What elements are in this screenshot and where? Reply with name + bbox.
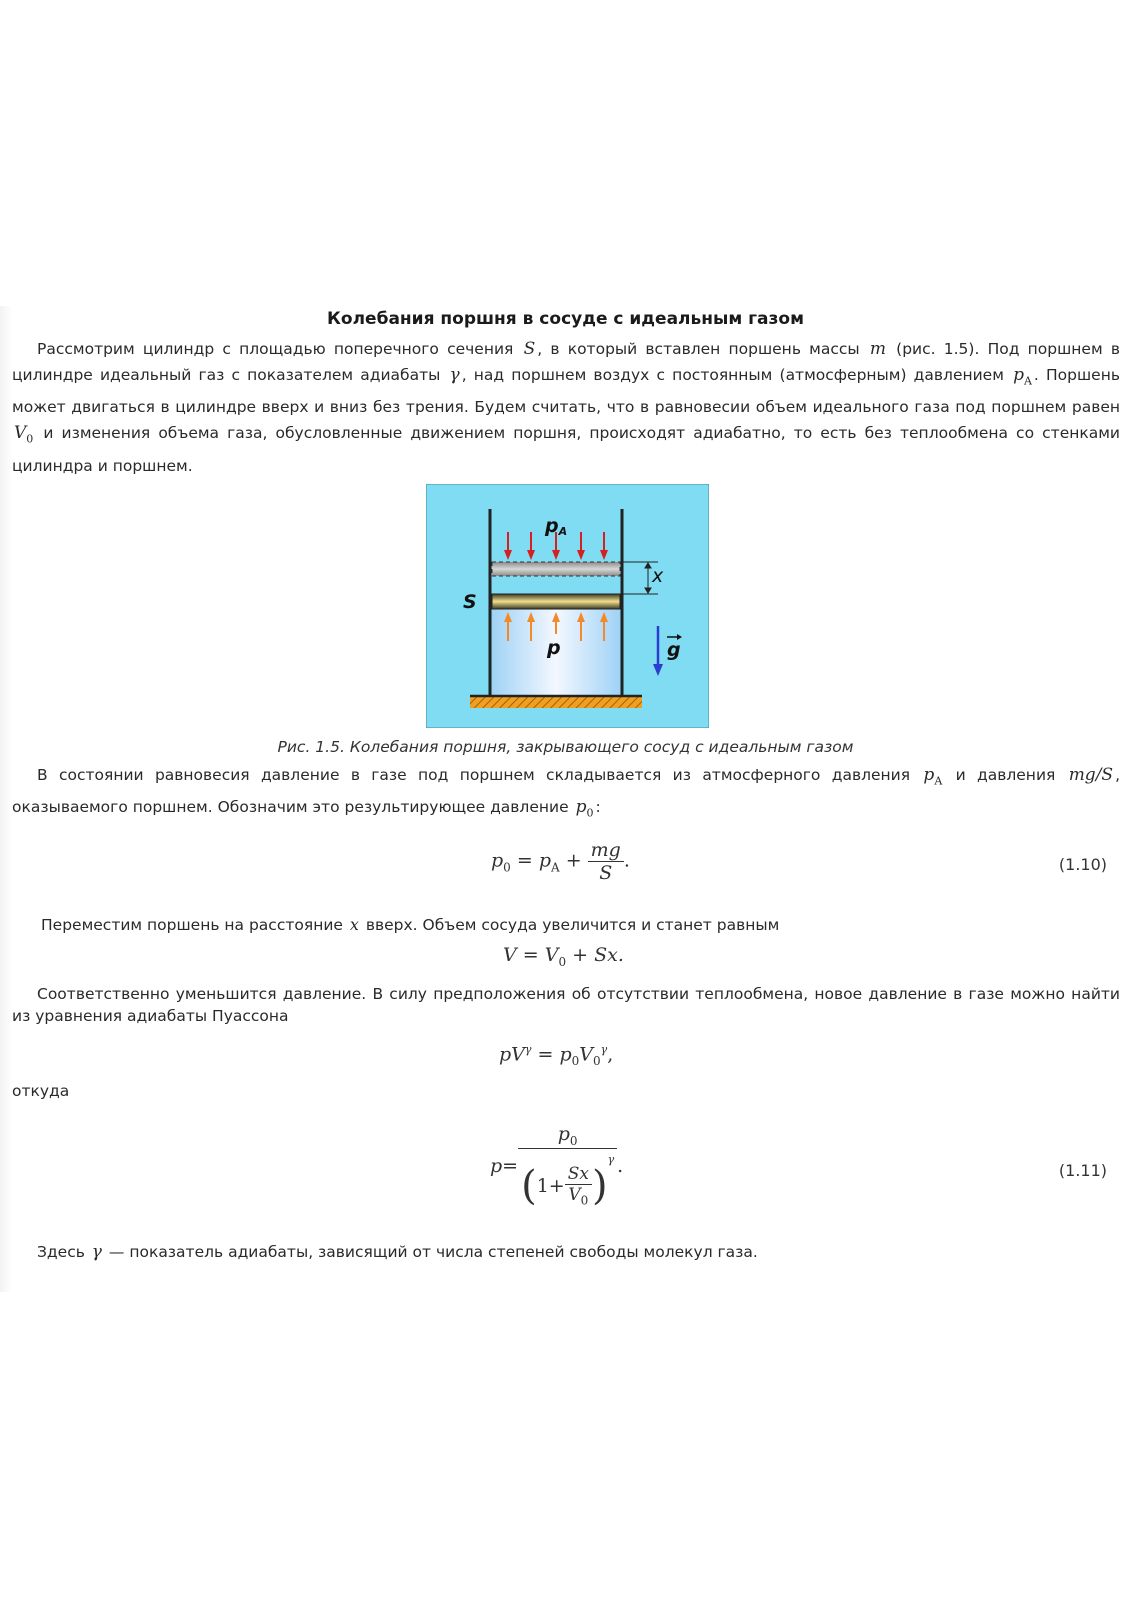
page-edge-shade	[0, 306, 12, 1292]
displaced-piston	[492, 562, 620, 576]
figure-piston-diagram	[426, 484, 709, 728]
var-x: x	[349, 915, 359, 934]
var-mgS: mg/S	[1068, 765, 1114, 785]
var-m: m	[869, 339, 886, 359]
var-pA: $p_A$	[1013, 365, 1032, 388]
label-g: g	[667, 639, 681, 661]
fraction-p0-over-bracket: $p_0$ (1+ $\frac{Sx}{V_0}$ )$^\gamma$	[518, 1123, 617, 1209]
figure-caption: Рис. 1.5. Колебания поршня, закрывающего сосуд с идеальным газом	[277, 738, 854, 756]
fraction-Sx-V0: $\frac{Sx}{V_0}$	[565, 1164, 592, 1207]
var-pA-2: $p_A$	[923, 765, 943, 788]
var-S: S	[523, 339, 536, 359]
label-pA: pA	[545, 515, 568, 538]
document-page	[0, 306, 1131, 1292]
paragraph-equilibrium: В состоянии равновесия давление в газе под поршнем складывается из атмосферного давления $p_A$ и давления mg/S , оказываемого поршнем. Обозначим это результирующее давление $p_0$ :	[12, 765, 1121, 820]
paragraph-intro: Рассмотрим цилиндр с площадью поперечного сечения S , в который вставлен поршень массы m (рис. 1.5). Под поршнем в цилиндре идеальный газ с показателем адиабаты γ , над поршнем воздух с постоянным (атмосферным) давлением $p_A$ . Поршень может двигаться в цилиндре вверх и вниз без трения. Будем считать, что в равновесии объем идеального газа под поршнем равен $V_0$ и изменения объема газа, обусловленные движением поршня, происходят адиабатно, то есть без теплообмена со стенками цилиндра и поршнем.	[12, 339, 1120, 475]
equation-poisson: $pV^\gamma = p_0V_0^\gamma$,	[499, 1043, 614, 1069]
var-gamma: γ	[449, 365, 460, 385]
equation-1-10: $p_0 = p_A$ + $\frac{mg}{S}$ .	[491, 839, 630, 884]
equation-1-11: p= $p_0$ (1+ $\frac{Sx}{V_0}$ )$^\gamma$ .	[490, 1123, 624, 1209]
var-gamma-2: γ	[91, 1242, 102, 1262]
label-p: p	[547, 637, 561, 659]
var-p0: $p_0$	[575, 797, 594, 820]
paragraph-adiabatic: Соответственно уменьшится давление. В силу предположения об отсутствии теплообмена, новое давление в газе можно найти из уравнения адиабаты Пуассона	[12, 985, 1120, 1025]
equation-number-1-10: (1.10)	[1058, 855, 1107, 874]
piston-diagram-svg	[426, 484, 709, 728]
equation-number-1-11: (1.11)	[1058, 1161, 1107, 1180]
var-V0: $V_0$	[14, 423, 34, 446]
paragraph-whence: откуда	[12, 1082, 70, 1100]
document-title: Колебания поршня в сосуде с идеальным газом	[327, 309, 804, 329]
floor	[470, 696, 642, 708]
piston	[492, 594, 620, 609]
label-x: x	[652, 565, 664, 587]
paragraph-displacement: Переместим поршень на расстояние x вверх. Объем сосуда увеличится и станет равным	[41, 915, 780, 934]
paragraph-gamma-note: Здесь γ — показатель адиабаты, зависящий от числа степеней свободы молекул газа.	[37, 1242, 758, 1262]
fraction-mg-S: $\frac{mg}{S}$	[588, 839, 624, 884]
equation-volume: $V = V_0 + Sx$.	[503, 944, 624, 969]
label-S: S	[463, 591, 477, 613]
